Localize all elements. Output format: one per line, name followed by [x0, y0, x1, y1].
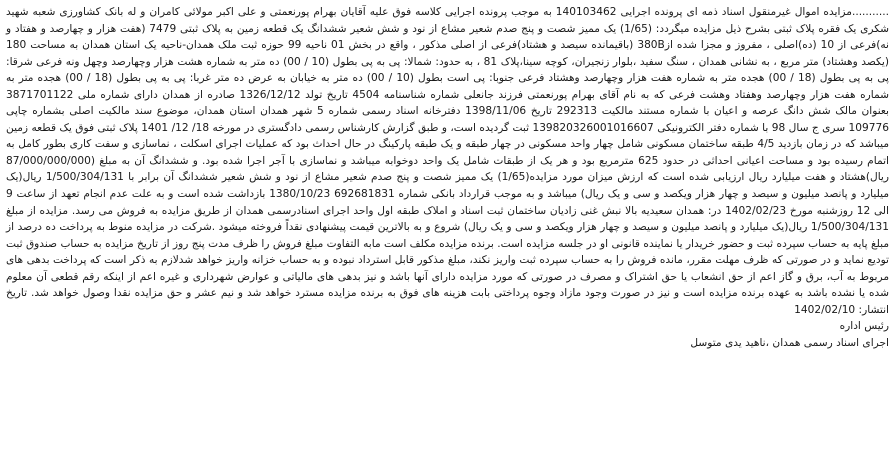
signature-title: رئیس اداره — [839, 320, 889, 333]
notice-body: ...........مزایده اموال غیرمنقول اسناد ذمه ای پرونده اجرایی 140103462 به موجب پرونده اجرایی کلاسه فوق علیه آقایان بهرام پورنعمتی و علی اکبر مولائی کامران و له بانک کشاورزی شعبه شهید شکری یک فقره پلاک ثبتی بشرح ذیل مزایده میگردد: (1/65) یک ممیز شصت و پنج صدم شعیر مشاع از نود و شش شعیر ششدانگ یک قطعه زمین به پلاک ثبتی 7479 (هفت هزار و چهارصد و هفتاد و نه)فرعی از 10 (ده)اصلی ، مفروز و مجزا شده از380B (باقیمانده سیصد و هشتاد)فرعی از اصلی مذکور ، واقع در بخش 01 ناحیه 99 حوزه ثبت ملک همدان-ناحیه یک استان همدان به مساحت 180 (یکصد وهشتاد) متر مربع ، به نشانی همدان ، سنگ سفید ،بلوار زنجیران، کوچه سینا،پلاک 81 ، به حدود: شمالا: پی به پی بطول (10 / 00) ده متر به شماره هشت هزار وچهارصد وچهل ونه فرعی شرقا: پی به پی بطول (18 / 00) هجده متر به شماره هفت هزار وچهارصد وهشتاد فرعی جنوبا: پی است بطول (10 / 00) ده متر به خیابان به عرض ده متر غربا: پی به پی بطول (18 / 00) هجده متر به شماره هفت هزار وچهارصد وهفتاد وهشت فرعی که به نام آقای بهرام پورنعمتی فرزند جانعلی شماره شناسنامه 4504 تاریخ تولد 1326/12/12 صادره از همدان دارای شماره ملی 3871701122 بعنوان مالک شش دانگ عرصه و اعیان با شماره مستند مالکیت 292313 تاریخ 1398/11/06 دفترخانه اسناد رسمی شماره 5 شهر همدان استان همدان، موضوع سند مالکیت اصلی بشماره چاپی 109776 سری ج سال 98 با شماره دفتر الکترونیکی 139820326001016607 ثبت گردیده است، و طبق گزارش کارشناس رسمی دادگستری در مورخه 18/ 12/ 1401 پلاک ثبتی فوق یک قطعه زمین میباشد که در زمان بازدید 4/5 طبقه ساختمان مسکونی شامل چهار واحد مسکونی در چهار طبقه و یک طبقه پارکینگ در حال احداث بود که عملیات اجرای اسکلت ، نماسازی و سفت کاری بطور کامل به اتمام رسیده بود و مساحت اعیانی احداثی در حدود 625 مترمربع بود و هر یک از طبقات شامل یک واحد دوخوابه میباشد و نماسازی با آجر اجرا شده بود. و ششدانگ آن به مبلغ (87/000/000/000 ریال)هشتاد و هفت میلیارد ریال ارزیابی شده است که ارزش میزان مورد مزایده(1/65) یک ممیز شصت و پنج صدم شعیر مشاع از نود و شش شعیر ششدانگ آن برابر با 1/500/304/131 ریال(یک میلیارد و پانصد میلیون و سیصد و چهار هزار ویکصد و سی و یک ریال) میباشد و به موجب قرارداد بانکی شماره 692681831 1380/10/23 بازداشت شده است و به علت عدم انجام تعهد از ساعت 9 الی 12 روزشنبه مورخ 1402/02/23 در: همدان سعیدیه بالا نبش غنی زادیان ساختمان ثبت اسناد و املاک طبقه اول واحد اجرای اسنادرسمی همدان از طریق مزایده به فروش می رسد. مزایده از مبلغ 1/500/304/131 ریال(یک میلیارد و پانصد میلیون و سیصد و چهار هزار ویکصد و سی و یک ریال) شروع و به بالاترین قیمت پیشنهادی نقداً فروخته میشود .شرکت در مزایده منوط به پرداخت ده درصد از مبلغ پایه به حساب سپرده ثبت و حضور خریدار یا نماینده قانونی او در جلسه مزایده است. برنده مزایده مکلف است مابه التفاوت مبلغ فروش را ظرف مدت پنج روز از تاریخ مزایده به حساب صندوق ثبت تودیع نماید و در صورتی که ظرف مهلت مقرر، مانده فروش را به حساب سپرده ثبت واریز نکند، مبلغ مذکور قابل استرداد نبوده و به حساب خزانه واریز خواهد شدلازم به ذکر است که پرداخت بدهی های مربوط به آب، برق و گاز اعم از حق انشعاب یا حق اشتراک و مصرف در صورتی که مورد مزایده دارای آنها باشد و نیز بدهی های مالیاتی و عوارض شهرداری و غیره اعم از اینکه رقم قطعی آن معلوم شده یا نشده باشد به عهده برنده مزایده است و نیز در صورت وجود مازاد وجوه پرداختی بابت هزینه های فوق به برنده مزایده مسترد خواهد شد و نیم عشر و حق مزایده نقدا وصول خواهد شد. تاریخ انتشار: 1402/02/10 — [6, 6, 890, 316]
office-signature-line: اجرای اسناد رسمی همدان ،ناهید یدی متوسل — [690, 336, 889, 349]
notice-footer — [6, 318, 889, 351]
signature-row — [6, 318, 889, 335]
